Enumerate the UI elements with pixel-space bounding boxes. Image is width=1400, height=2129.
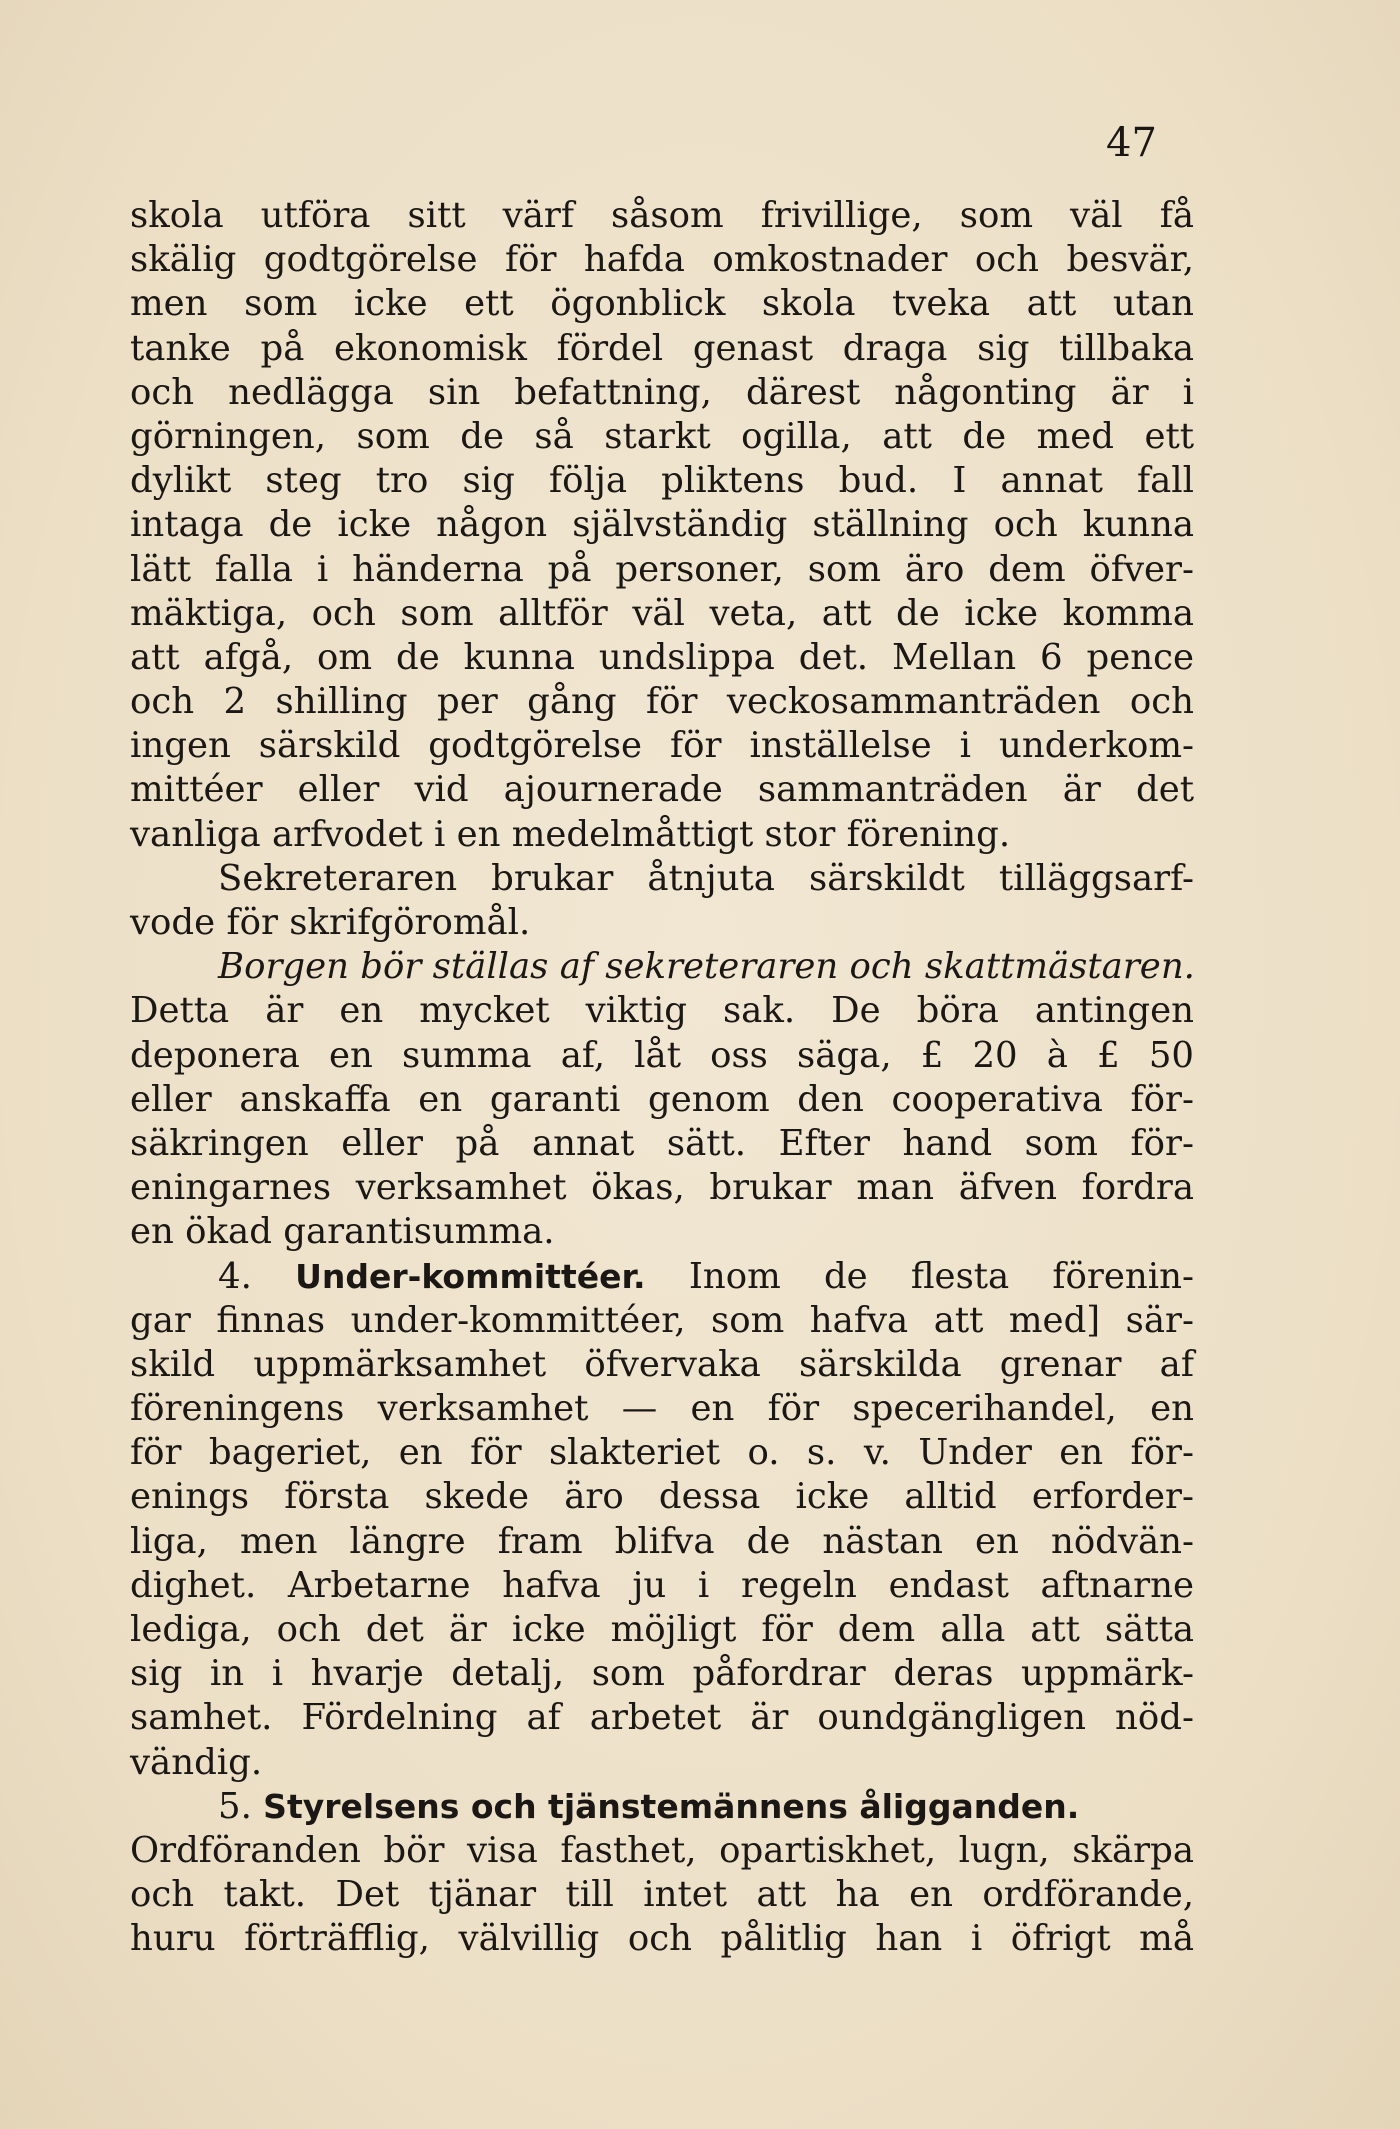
paragraph-secretary-fee xyxy=(130,857,1194,945)
text-line: mittéer eller vid ajournerade sammanträden är det xyxy=(130,769,1194,811)
text-line: och nedlägga sin befattning, därest någonting är i xyxy=(130,371,1194,413)
text-line: liga, men längre fram blifva de nästan en nödvän- xyxy=(130,1520,1194,1562)
text-line: vanliga arfvodet i en medelmåttigt stor förening. xyxy=(130,813,1011,855)
text-line: en ökad garantisumma. xyxy=(130,1211,555,1253)
text-line: skälig godtgörelse för hafda omkostnader och besvär, xyxy=(130,239,1194,281)
section-text: Inom de flesta förenin- xyxy=(688,1255,1194,1297)
text-line: enings första skede äro dessa icke alltid erforder- xyxy=(130,1476,1194,1518)
text-line: intaga de icke någon självständig ställning och kunna xyxy=(130,504,1194,546)
text-line: att afgå, om de kunna undslippa det. Mellan 6 pence xyxy=(130,636,1194,678)
text-line: skild uppmärksamhet öfvervaka särskilda grenar af xyxy=(130,1343,1194,1385)
text-line: huru förträfflig, välvillig och pålitlig han i öfrigt må xyxy=(130,1918,1194,1960)
section-4-first-line xyxy=(130,1255,1194,1299)
section-subcommittees xyxy=(130,1255,1194,1785)
text-line: eningarnes verksamhet ökas, brukar man äfven fordra xyxy=(130,1167,1194,1209)
text-line: men som icke ett ögonblick skola tveka att utan xyxy=(130,283,1194,325)
page-number: 47 xyxy=(1106,120,1157,166)
section-5-heading-line xyxy=(130,1785,1194,1829)
text-line: mäktiga, och som alltför väl veta, att de icke komma xyxy=(130,592,1194,634)
text-line: gar finnas under-kommittéer, som hafva att med] sär- xyxy=(130,1299,1194,1341)
text-line: samhet. Fördelning af arbetet är oundgängligen nöd- xyxy=(130,1697,1194,1739)
text-line: görningen, som de så starkt ogilla, att de med ett xyxy=(130,415,1194,457)
text-line: eller anskaffa en garanti genom den cooperativa för- xyxy=(130,1078,1194,1120)
text-line: Ordföranden bör visa fasthet, opartiskhet, lugn, skärpa xyxy=(130,1829,1194,1871)
text-line: skola utföra sitt värf såsom frivillige, som väl få xyxy=(130,195,1194,236)
section-board-duties xyxy=(130,1785,1194,1962)
text-line: tanke på ekonomisk fördel genast draga sig tillbaka xyxy=(130,327,1194,369)
text-line: säkringen eller på annat sätt. Efter hand som för- xyxy=(130,1122,1194,1164)
text-line: föreningens verksamhet — en för specerihandel, en xyxy=(130,1388,1194,1430)
section-number: 4. xyxy=(218,1255,252,1297)
paragraph-volunteers xyxy=(130,194,1194,857)
text-line: ingen särskild godtgörelse för inställelse i underkom- xyxy=(130,725,1194,767)
text-line: för bageriet, en för slakteriet o. s. v. Under en för- xyxy=(130,1432,1194,1474)
text-line: Sekreteraren brukar åtnjuta särskildt tilläggsarf- xyxy=(218,857,1194,899)
section-number: 5. xyxy=(218,1785,252,1827)
text-line: vode för skrifgöromål. xyxy=(130,902,531,943)
section-heading: Styrelsens och tjänstemännens åligganden. xyxy=(263,1786,1080,1826)
bond-italic-heading: Borgen bör ställas af sekreteraren och skattmästaren. xyxy=(218,946,1195,988)
paragraph-bond xyxy=(130,945,1194,1254)
text-line: sig in i hvarje detalj, som påfordrar deras uppmärk- xyxy=(130,1653,1194,1695)
text-line: vändig. xyxy=(130,1741,263,1783)
text-line: dylikt steg tro sig följa pliktens bud. I annat fall xyxy=(130,460,1194,502)
section-heading: Under-kommittéer. xyxy=(295,1256,646,1296)
text-line: lätt falla i händerna på personer, som äro dem öfver- xyxy=(130,548,1194,590)
text-line: dighet. Arbetarne hafva ju i regeln endast aftnarne xyxy=(130,1564,1194,1606)
text-line: lediga, och det är icke möjligt för dem alla att sätta xyxy=(130,1609,1194,1650)
text-line: och takt. Det tjänar till intet att ha en ordförande, xyxy=(130,1874,1194,1916)
body-text xyxy=(130,194,1194,1962)
text-line: Detta är en mycket viktig sak. De böra antingen xyxy=(130,990,1194,1032)
text-line: och 2 shilling per gång för veckosammanträden och xyxy=(130,681,1194,723)
text-line: deponera en summa af, låt oss säga, £ 20 à £ 50 xyxy=(130,1034,1194,1076)
